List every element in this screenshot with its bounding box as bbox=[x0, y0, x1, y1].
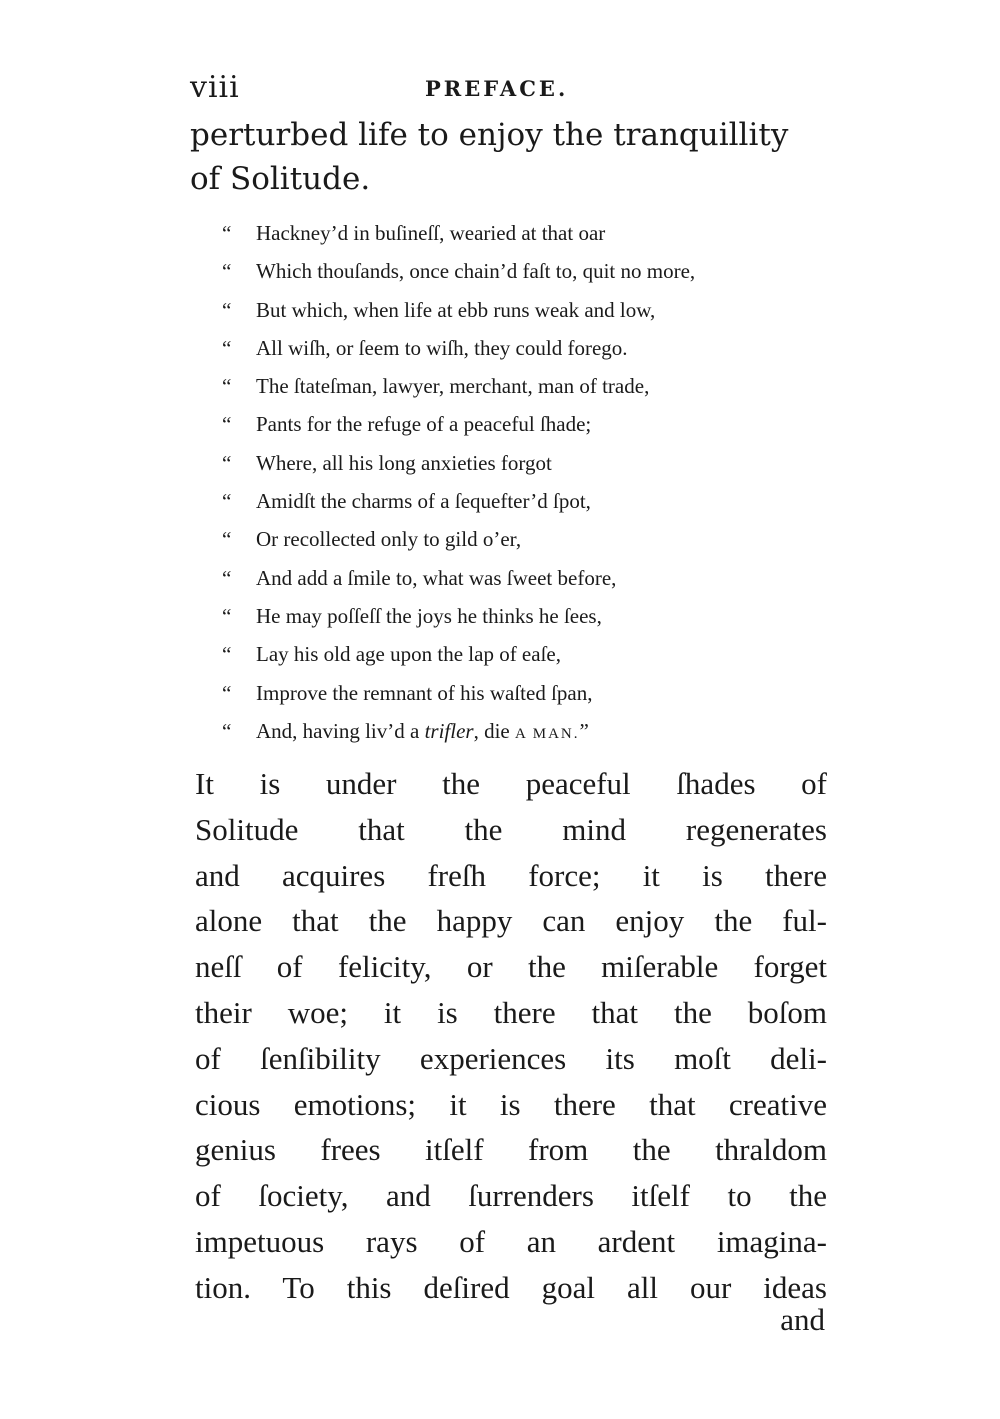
quote-mark: “ bbox=[222, 297, 232, 322]
verse-line: “ Hackney’d in buſineſſ, wearied at that oar bbox=[222, 214, 832, 252]
verse-line-last: “ And, having liv’d a trifler, die A MAN.” bbox=[222, 712, 832, 753]
prose-line: and acquires freſh force; it is there bbox=[195, 857, 827, 893]
verse-line: “ But which, when life at ebb runs weak and low, bbox=[222, 291, 832, 329]
prose-line: Solitude that the mind regenerates bbox=[195, 811, 827, 847]
prose-line: It is under the peaceful ſhades of bbox=[195, 766, 827, 801]
quote-mark: “ bbox=[222, 603, 232, 628]
verse-line: “ Or recollected only to gild o’er, bbox=[222, 520, 832, 558]
intro-line: perturbed life to enjoy the tranquillity bbox=[190, 117, 789, 153]
quote-mark: “ bbox=[222, 259, 232, 284]
body-paragraph bbox=[195, 761, 827, 1311]
quote-mark: “ bbox=[222, 642, 232, 667]
prose-line: impetuous rays of an ardent imagina- bbox=[195, 1223, 827, 1259]
quote-mark: “ bbox=[222, 718, 232, 743]
quote-mark: “ bbox=[222, 221, 232, 245]
verse-line: “ Amidſt the charms of a ſequefter’d ſpot, bbox=[222, 482, 832, 520]
prose-line: of ſociety, and ſurrenders itſelf to the bbox=[195, 1178, 827, 1214]
verse-line: “ Pants for the refuge of a peaceful ſhade; bbox=[222, 405, 832, 443]
emphasis-word: trifler bbox=[424, 718, 474, 743]
prose-line: genius frees itſelf from the thraldom bbox=[195, 1132, 827, 1168]
prose-line: of ſenſibility experiences its moſt deli- bbox=[195, 1040, 827, 1076]
catchword: and bbox=[780, 1302, 825, 1337]
prose-line: their woe; it is there that the boſom bbox=[195, 994, 827, 1030]
verse-line: “ Which thouſands, once chain’d faſt to, quit no more, bbox=[222, 252, 832, 290]
intro-paragraph bbox=[190, 113, 830, 201]
verse-quotation bbox=[222, 214, 832, 753]
verse-line: “ The ſtateſman, lawyer, merchant, man of trade, bbox=[222, 367, 832, 405]
prose-line: tion. To this deſired goal all our ideas bbox=[195, 1269, 827, 1305]
quote-mark: “ bbox=[222, 527, 232, 552]
quote-mark: “ bbox=[222, 450, 232, 475]
verse-line: “ And add a ſmile to, what was ſweet before, bbox=[222, 559, 832, 597]
verse-line: “ Where, all his long anxieties forgot bbox=[222, 444, 832, 482]
quote-mark: “ bbox=[222, 489, 232, 514]
verse-line: “ All wiſh, or ſeem to wiſh, they could forego. bbox=[222, 329, 832, 367]
verse-line: “ He may poſſeſſ the joys he thinks he ſees, bbox=[222, 597, 832, 635]
verse-line: “ Improve the remnant of his waſted ſpan, bbox=[222, 674, 832, 712]
quote-mark: “ bbox=[222, 374, 232, 399]
smallcaps-text: A MAN. bbox=[514, 725, 580, 742]
intro-line: of Solitude. bbox=[190, 161, 371, 197]
verse-line: “ Lay his old age upon the lap of eaſe, bbox=[222, 635, 832, 673]
prose-line: cious emotions; it is there that creative bbox=[195, 1086, 827, 1122]
prose-line: neſſ of felicity, or the miſerable forget bbox=[195, 949, 827, 985]
quote-mark: “ bbox=[222, 412, 232, 437]
quote-mark: “ bbox=[222, 565, 232, 590]
quote-mark: “ bbox=[222, 335, 232, 360]
prose-line: alone that the happy can enjoy the ful- bbox=[195, 903, 827, 939]
running-head: PREFACE. bbox=[425, 76, 569, 101]
page-number: viii bbox=[190, 70, 240, 105]
page-header bbox=[190, 70, 820, 110]
quote-mark: “ bbox=[222, 680, 232, 705]
